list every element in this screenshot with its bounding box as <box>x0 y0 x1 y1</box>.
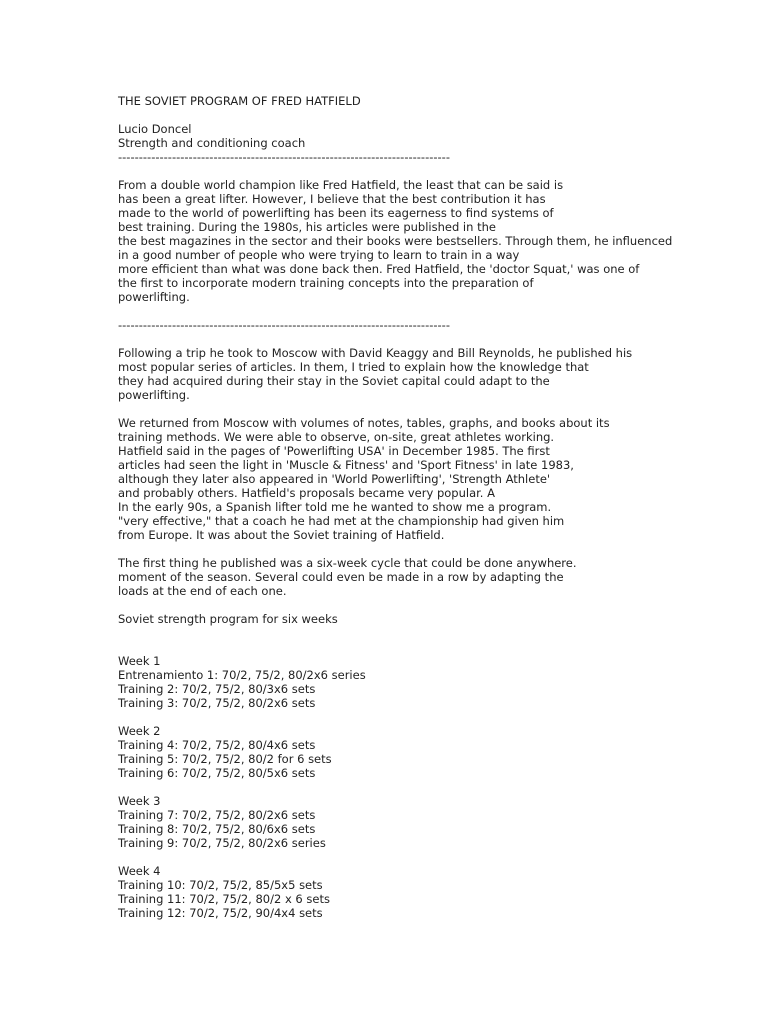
week-heading: Week 4 <box>118 864 161 878</box>
separator-line: -------------------------------------------------------------------------------- <box>118 150 450 164</box>
paragraph-line: best training. During the 1980s, his articles were published in the <box>118 220 496 234</box>
week-block <box>118 724 718 780</box>
week-block <box>118 794 718 850</box>
training-session: Training 4: 70/2, 75/2, 80/4x6 sets <box>118 738 316 752</box>
blank-line <box>118 108 718 122</box>
paragraph-line: from Europe. It was about the Soviet training of Hatfield. <box>118 528 445 542</box>
document-page <box>118 94 718 920</box>
author-name: Lucio Doncel <box>118 122 192 136</box>
author-role: Strength and conditioning coach <box>118 136 306 150</box>
paragraph-line: and probably others. Hatfield's proposals became very popular. A <box>118 486 495 500</box>
paragraph-line: powerlifting. <box>118 290 190 304</box>
program-title: Soviet strength program for six weeks <box>118 612 338 626</box>
blank-line <box>118 164 718 178</box>
training-session: Training 7: 70/2, 75/2, 80/2x6 sets <box>118 808 316 822</box>
body-paragraph <box>118 416 718 542</box>
paragraph-line: "very effective," that a coach he had met at the championship had given him <box>118 514 565 528</box>
paragraph-line: they had acquired during their stay in the Soviet capital could adapt to the <box>118 374 550 388</box>
blank-line <box>118 710 718 724</box>
separator-line: -------------------------------------------------------------------------------- <box>118 318 450 332</box>
blank-line <box>118 850 718 864</box>
paragraph-line: most popular series of articles. In them, I tried to explain how the knowledge that <box>118 360 589 374</box>
week-heading: Week 3 <box>118 794 161 808</box>
blank-line <box>118 626 718 640</box>
paragraph-line: the best magazines in the sector and their books were bestsellers. Through them, he influenced <box>118 234 673 248</box>
body-paragraph <box>118 346 718 402</box>
blank-line <box>118 780 718 794</box>
blank-line <box>118 598 718 612</box>
blank-line <box>118 640 718 654</box>
paragraph-line: although they later also appeared in 'World Powerlifting', 'Strength Athlete' <box>118 472 551 486</box>
week-heading: Week 1 <box>118 654 161 668</box>
paragraph-line: has been a great lifter. However, I believe that the best contribution it has <box>118 192 546 206</box>
training-session: Training 6: 70/2, 75/2, 80/5x6 sets <box>118 766 316 780</box>
training-session: Training 12: 70/2, 75/2, 90/4x4 sets <box>118 906 323 920</box>
training-session: Entrenamiento 1: 70/2, 75/2, 80/2x6 series <box>118 668 366 682</box>
paragraph-line: The first thing he published was a six-week cycle that could be done anywhere. <box>118 556 577 570</box>
blank-line <box>118 332 718 346</box>
paragraph-line: the first to incorporate modern training concepts into the preparation of <box>118 276 534 290</box>
training-session: Training 8: 70/2, 75/2, 80/6x6 sets <box>118 822 316 836</box>
paragraph-line: more efficient than what was done back then. Fred Hatfield, the 'doctor Squat,' was one of <box>118 262 640 276</box>
document-title: THE SOVIET PROGRAM OF FRED HATFIELD <box>118 94 361 108</box>
week-heading: Week 2 <box>118 724 161 738</box>
paragraph-line: articles had seen the light in 'Muscle & Fitness' and 'Sport Fitness' in late 1983, <box>118 458 574 472</box>
week-block <box>118 864 718 920</box>
training-session: Training 9: 70/2, 75/2, 80/2x6 series <box>118 836 326 850</box>
paragraph-line: loads at the end of each one. <box>118 584 287 598</box>
paragraph-line: powerlifting. <box>118 388 190 402</box>
intro-paragraph <box>118 178 718 304</box>
training-session: Training 10: 70/2, 75/2, 85/5x5 sets <box>118 878 323 892</box>
body-paragraph <box>118 556 718 598</box>
training-session: Training 5: 70/2, 75/2, 80/2 for 6 sets <box>118 752 332 766</box>
paragraph-line: Hatfield said in the pages of 'Powerlifting USA' in December 1985. The first <box>118 444 550 458</box>
training-session: Training 3: 70/2, 75/2, 80/2x6 sets <box>118 696 316 710</box>
training-session: Training 11: 70/2, 75/2, 80/2 x 6 sets <box>118 892 330 906</box>
week-block <box>118 654 718 710</box>
training-session: Training 2: 70/2, 75/2, 80/3x6 sets <box>118 682 316 696</box>
paragraph-line: in a good number of people who were trying to learn to train in a way <box>118 248 520 262</box>
paragraph-line: We returned from Moscow with volumes of notes, tables, graphs, and books about its <box>118 416 610 430</box>
paragraph-line: training methods. We were able to observe, on-site, great athletes working. <box>118 430 555 444</box>
paragraph-line: From a double world champion like Fred Hatfield, the least that can be said is <box>118 178 564 192</box>
paragraph-line: made to the world of powerlifting has been its eagerness to find systems of <box>118 206 554 220</box>
paragraph-line: In the early 90s, a Spanish lifter told me he wanted to show me a program. <box>118 500 552 514</box>
blank-line <box>118 542 718 556</box>
blank-line <box>118 402 718 416</box>
paragraph-line: moment of the season. Several could even be made in a row by adapting the <box>118 570 564 584</box>
paragraph-line: Following a trip he took to Moscow with David Keaggy and Bill Reynolds, he published his <box>118 346 633 360</box>
blank-line <box>118 304 718 318</box>
